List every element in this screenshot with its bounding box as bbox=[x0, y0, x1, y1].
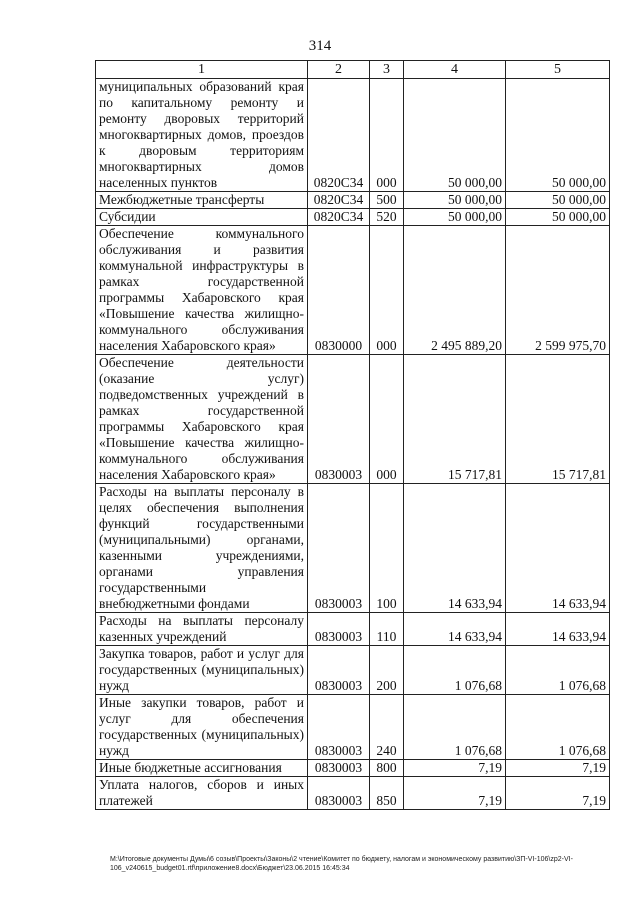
row-amount-1: 14 633,94 bbox=[404, 484, 506, 613]
row-amount-2: 50 000,00 bbox=[506, 79, 610, 192]
row-kind: 800 bbox=[370, 760, 404, 777]
table-row bbox=[96, 646, 610, 695]
row-kind: 000 bbox=[370, 226, 404, 355]
row-amount-1: 50 000,00 bbox=[404, 209, 506, 226]
table-row bbox=[96, 226, 610, 355]
row-code: 0830003 bbox=[308, 646, 370, 695]
row-amount-2: 7,19 bbox=[506, 777, 610, 810]
column-header-name: 1 bbox=[96, 61, 308, 79]
row-name: Закупка товаров, работ и услуг для государственных (муниципальных) нужд bbox=[96, 646, 308, 695]
row-amount-2: 7,19 bbox=[506, 760, 610, 777]
table-row bbox=[96, 192, 610, 209]
row-kind: 200 bbox=[370, 646, 404, 695]
row-amount-2: 2 599 975,70 bbox=[506, 226, 610, 355]
row-name: Обеспечение коммунального обслуживания и развития коммунальной инфраструктуры в рамках государственной программы Хабаровского края «Повышение качества жилищно-коммунального обслуживания населения Хабаровского края» bbox=[96, 226, 308, 355]
page-number: 314 bbox=[308, 38, 332, 54]
column-header-kind: 3 bbox=[370, 61, 404, 79]
row-amount-1: 7,19 bbox=[404, 777, 506, 810]
row-name: Иные бюджетные ассигнования bbox=[96, 760, 308, 777]
row-amount-1: 50 000,00 bbox=[404, 79, 506, 192]
row-amount-1: 1 076,68 bbox=[404, 646, 506, 695]
row-code: 0830003 bbox=[308, 484, 370, 613]
row-amount-1: 2 495 889,20 bbox=[404, 226, 506, 355]
table-row bbox=[96, 613, 610, 646]
row-name: Обеспечение деятельности (оказание услуг) подведомственных учреждений в рамках государственной программы Хабаровского края «Повышение качества жилищно-коммунального обслуживания населения Хабаровского края» bbox=[96, 355, 308, 484]
row-amount-1: 7,19 bbox=[404, 760, 506, 777]
row-code: 0830003 bbox=[308, 613, 370, 646]
row-name: Расходы на выплаты персоналу в целях обеспечения выполнения функций государственными (муниципальными) органами, казенными учреждениями, органами управления государственными внебюджетными фондами bbox=[96, 484, 308, 613]
row-code: 0820С34 bbox=[308, 192, 370, 209]
row-kind: 110 bbox=[370, 613, 404, 646]
row-name: Уплата налогов, сборов и иных платежей bbox=[96, 777, 308, 810]
row-code: 0830003 bbox=[308, 695, 370, 760]
document-footer-path: M:\Итоговые документы Думы\6 созыв\Проекты\Законы\2 чтение\Комитет по бюджету, налогам и экономическому развитию\ЗП-VI-106\zp2-VI-106_v240615_budget01.rtf\приложение8.docx\Бюджет\23.06.2015 16:45:34 bbox=[110, 856, 573, 872]
row-name: Иные закупки товаров, работ и услуг для обеспечения государственных (муниципальных) нужд bbox=[96, 695, 308, 760]
row-name: Расходы на выплаты персоналу казенных учреждений bbox=[96, 613, 308, 646]
row-amount-2: 1 076,68 bbox=[506, 646, 610, 695]
row-kind: 240 bbox=[370, 695, 404, 760]
row-amount-2: 1 076,68 bbox=[506, 695, 610, 760]
table-row bbox=[96, 777, 610, 810]
table-row bbox=[96, 209, 610, 226]
row-name: муниципальных образований края по капитальному ремонту и ремонту дворовых территорий многоквартирных домов, проездов к дворовым территориям многоквартирных домов населенных пунктов bbox=[96, 79, 308, 192]
table-header-row bbox=[96, 61, 610, 79]
column-header-code: 2 bbox=[308, 61, 370, 79]
row-kind: 520 bbox=[370, 209, 404, 226]
row-code: 0830000 bbox=[308, 226, 370, 355]
column-header-amount-2: 5 bbox=[506, 61, 610, 79]
budget-table bbox=[95, 60, 610, 810]
row-kind: 000 bbox=[370, 79, 404, 192]
row-name: Субсидии bbox=[96, 209, 308, 226]
row-amount-1: 1 076,68 bbox=[404, 695, 506, 760]
table-row bbox=[96, 355, 610, 484]
table-row bbox=[96, 695, 610, 760]
row-kind: 500 bbox=[370, 192, 404, 209]
row-kind: 100 bbox=[370, 484, 404, 613]
table-row bbox=[96, 484, 610, 613]
row-kind: 850 bbox=[370, 777, 404, 810]
row-amount-2: 14 633,94 bbox=[506, 484, 610, 613]
row-amount-1: 14 633,94 bbox=[404, 613, 506, 646]
row-code: 0820С34 bbox=[308, 209, 370, 226]
row-code: 0820С34 bbox=[308, 79, 370, 192]
table-row bbox=[96, 760, 610, 777]
row-code: 0830003 bbox=[308, 777, 370, 810]
row-amount-2: 50 000,00 bbox=[506, 192, 610, 209]
row-code: 0830003 bbox=[308, 355, 370, 484]
row-code: 0830003 bbox=[308, 760, 370, 777]
row-amount-1: 50 000,00 bbox=[404, 192, 506, 209]
column-header-amount-1: 4 bbox=[404, 61, 506, 79]
table-row bbox=[96, 79, 610, 192]
row-kind: 000 bbox=[370, 355, 404, 484]
row-amount-2: 15 717,81 bbox=[506, 355, 610, 484]
row-amount-2: 14 633,94 bbox=[506, 613, 610, 646]
row-amount-2: 50 000,00 bbox=[506, 209, 610, 226]
row-amount-1: 15 717,81 bbox=[404, 355, 506, 484]
row-name: Межбюджетные трансферты bbox=[96, 192, 308, 209]
